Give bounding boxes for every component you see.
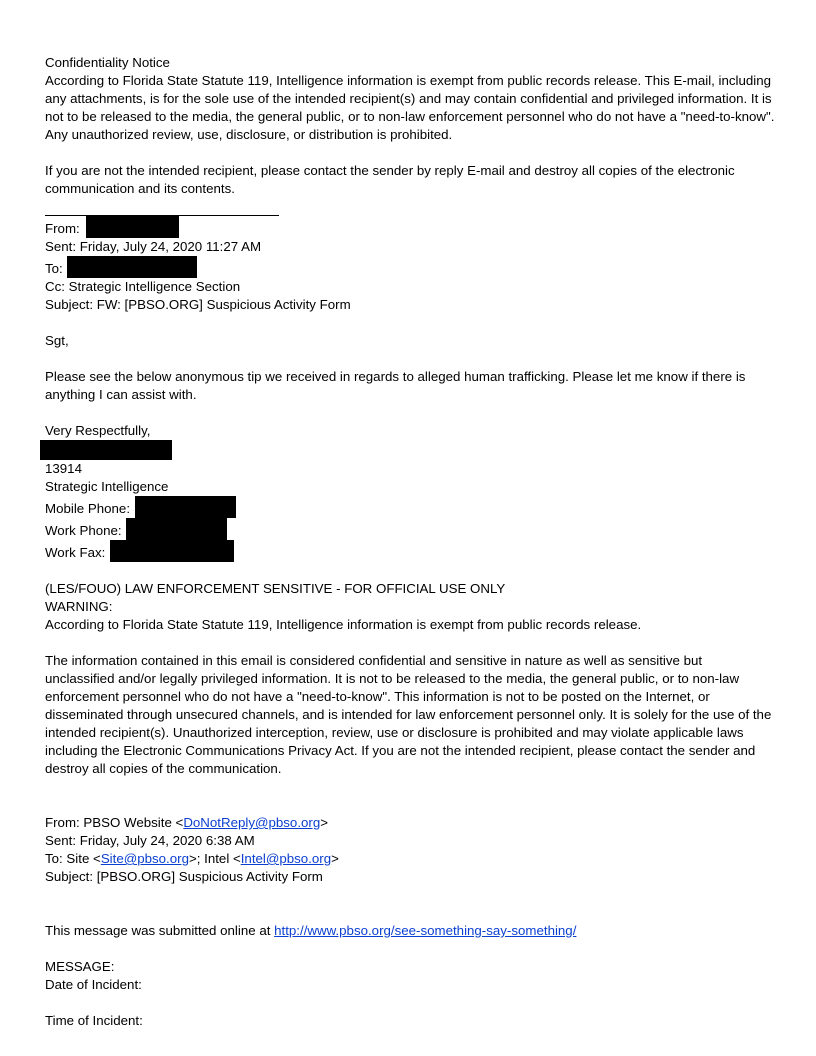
warning-statute: According to Florida State Statute 119, Intelligence information is exempt from public records release. xyxy=(45,617,642,632)
signature-mobile xyxy=(45,496,775,518)
header-to xyxy=(45,256,775,278)
from-suffix: > xyxy=(320,815,329,830)
header2-subject: Subject: [PBSO.ORG] Suspicious Activity Form xyxy=(45,869,323,884)
redacted-signature-name xyxy=(40,440,172,460)
redacted-work-phone xyxy=(126,518,227,540)
to-suffix: > xyxy=(331,851,339,866)
redacted-mobile-phone xyxy=(135,496,236,518)
redacted-work-fax xyxy=(110,540,234,562)
mobile-label: Mobile Phone: xyxy=(45,501,131,516)
to-email-link-site[interactable]: Site@pbso.org xyxy=(100,851,189,866)
to-email-link-intel[interactable]: Intel@pbso.org xyxy=(240,851,332,866)
signature-fax xyxy=(45,540,775,562)
signature-work xyxy=(45,518,775,540)
confidentiality-heading: Confidentiality Notice xyxy=(45,55,170,70)
warning-para: The information contained in this email is considered confidential and sensitive in nature as well as sensitive but unclassified and/or legally privileged information. It is not to be released to the media, the general public, or to non-law enforcement personnel who do not have a "need-to-know". This information is not to be posted on the Internet, or disseminated through unsecured channels, and is intended for law enforcement personnel only. It is solely for the use of the intended recipient(s). Unauthorized interception, review, use or disclosure is prohibited and may violate applicable laws including the Electronic Communications Privacy Act. If you are not the intended recipient, please contact the sender and destroy all copies of the communication. xyxy=(45,653,772,776)
to-mid: >; Intel < xyxy=(188,851,241,866)
redacted-sender xyxy=(86,216,179,238)
header-subject: Subject: FW: [PBSO.ORG] Suspicious Activity Form xyxy=(45,297,351,312)
confidentiality-para-2: If you are not the intended recipient, please contact the sender by reply E-mail and destroy all copies of the electronic communication and its contents. xyxy=(45,163,735,196)
confidentiality-para: According to Florida State Statute 119, Intelligence information is exempt from public records release. This E-mail, including any attachments, is for the sole use of the intended recipient(s) and may contain confidential and privileged information. It is not to be released to the media, the general public, or to non-law enforcement personnel who do not have a "need-to-know". Any unauthorized review, use, disclosure, or distribution is prohibited. xyxy=(45,73,775,142)
salutation: Sgt, xyxy=(45,333,69,348)
fax-label: Work Fax: xyxy=(45,545,106,560)
submission-line xyxy=(45,922,775,940)
date-of-incident-label: Date of Incident: xyxy=(45,977,142,992)
from-email-link[interactable]: DoNotReply@pbso.org xyxy=(183,815,321,830)
signature-unit: Strategic Intelligence xyxy=(45,479,169,494)
header-from xyxy=(45,216,775,238)
to-label: To: xyxy=(45,261,63,276)
submission-prefix: This message was submitted online at xyxy=(45,923,275,938)
closing: Very Respectfully, xyxy=(45,423,151,438)
message-body: Please see the below anonymous tip we received in regards to alleged human trafficking. Please let me know if there is anything I can assist with. xyxy=(45,369,746,402)
header2-sent: Sent: Friday, July 24, 2020 6:38 AM xyxy=(45,833,255,848)
to-prefix: To: Site < xyxy=(45,851,101,866)
header-sent: Sent: Friday, July 24, 2020 11:27 AM xyxy=(45,239,262,254)
redacted-recipient xyxy=(67,256,197,278)
message-label: MESSAGE: xyxy=(45,959,115,974)
warning-banner: (LES/FOUO) LAW ENFORCEMENT SENSITIVE - FOR OFFICIAL USE ONLY xyxy=(45,581,506,596)
work-label: Work Phone: xyxy=(45,523,122,538)
header2-from xyxy=(45,814,775,832)
signature-id: 13914 xyxy=(45,461,82,476)
email-document xyxy=(45,54,775,1030)
from-label: From: xyxy=(45,221,80,236)
submission-url-link[interactable]: http://www.pbso.org/see-something-say-something/ xyxy=(274,923,577,938)
header2-to xyxy=(45,850,775,868)
warning-label: WARNING: xyxy=(45,599,113,614)
header-cc: Cc: Strategic Intelligence Section xyxy=(45,279,241,294)
time-of-incident-label: Time of Incident: xyxy=(45,1013,143,1028)
from-prefix: From: PBSO Website < xyxy=(45,815,184,830)
divider xyxy=(45,198,279,216)
